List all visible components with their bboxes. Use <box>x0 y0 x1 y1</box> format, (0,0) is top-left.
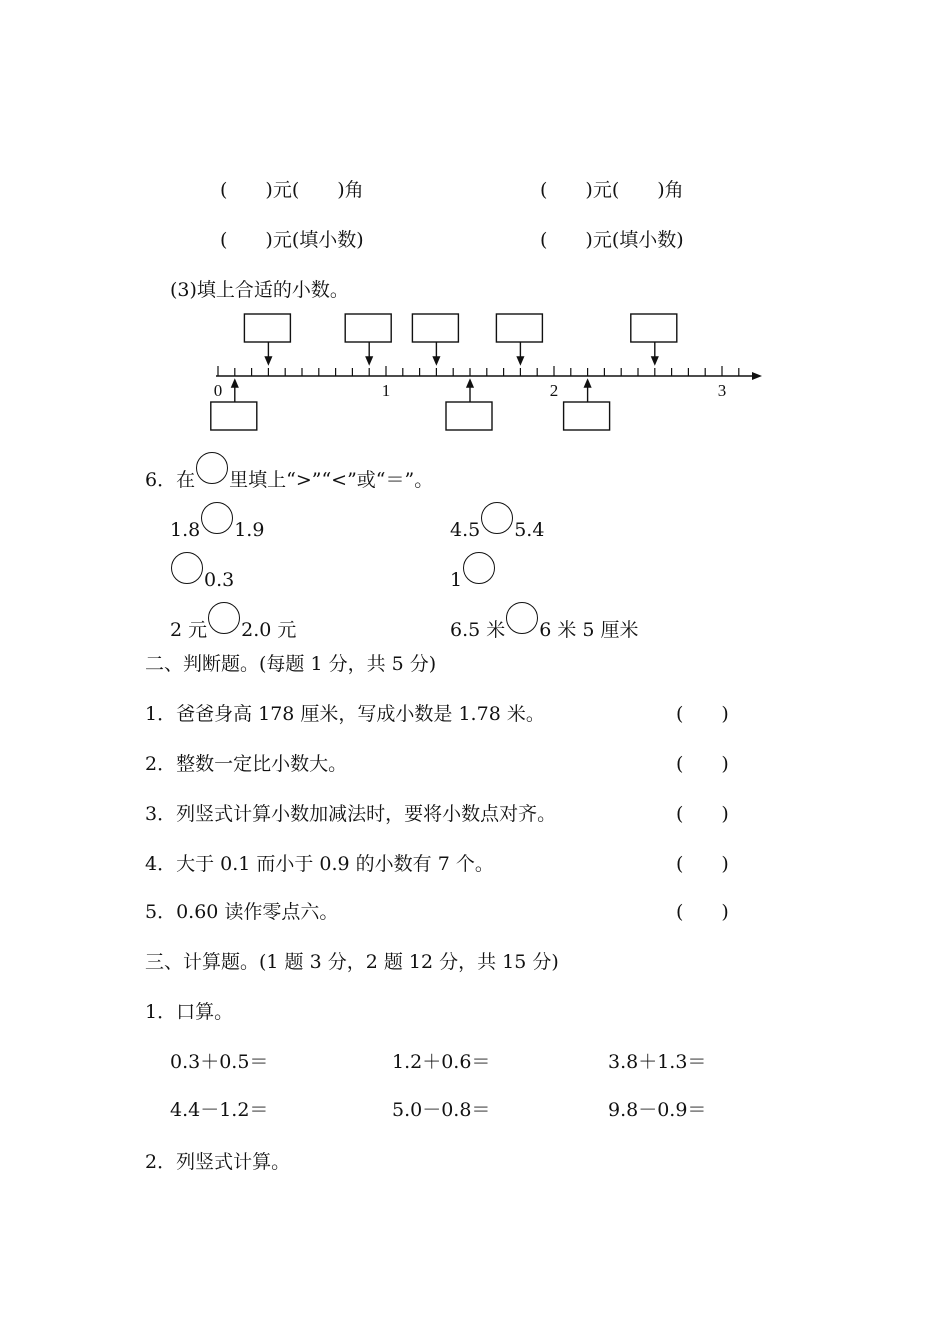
compare-item-6 <box>450 602 639 642</box>
money-blank-row2-right: ( )元(填小数) <box>540 229 684 251</box>
down-arrow-icon <box>517 357 523 364</box>
compare-item-3 <box>170 552 234 592</box>
answer-circle[interactable] <box>506 602 538 634</box>
compare-left: 1.8 <box>170 519 201 541</box>
answer-box <box>631 314 677 342</box>
up-arrow-icon <box>585 380 591 387</box>
money-blank-row1-right: ( )元( )角 <box>540 179 684 201</box>
compare-right: 5.4 <box>514 519 545 541</box>
calc-problem: 5.0－0.8＝ <box>392 1099 491 1121</box>
circle-icon <box>196 452 228 484</box>
money-blank-row2-left: ( )元(填小数) <box>220 229 364 251</box>
q6-prefix: 在 <box>176 469 196 491</box>
calc-problem: 3.8＋1.3＝ <box>608 1051 707 1073</box>
compare-right: 1.9 <box>234 519 265 541</box>
tf-question-2: 2．整数一定比小数大。 <box>145 753 348 775</box>
calc-problem: 4.4－1.2＝ <box>170 1099 269 1121</box>
answer-circle[interactable] <box>463 552 495 584</box>
calc-problem: 9.8－0.9＝ <box>608 1099 707 1121</box>
compare-left: 1 <box>450 569 463 591</box>
answer-circle[interactable] <box>201 502 233 534</box>
compare-left: 4.5 <box>450 519 481 541</box>
answer-box <box>446 402 492 430</box>
answer-box <box>564 402 610 430</box>
tick-label: 1 <box>381 381 391 400</box>
tick-label: 3 <box>717 381 727 400</box>
number-line-figure <box>200 310 770 435</box>
tf-question-5: 5．0.60 读作零点六。 <box>145 901 339 923</box>
compare-right: 0.3 <box>204 569 235 591</box>
answer-box <box>244 314 290 342</box>
answer-box <box>211 402 257 430</box>
tick-label: 2 <box>549 381 559 400</box>
section3-heading: 三、计算题。(1 题 3 分，2 题 12 分，共 15 分) <box>145 951 559 973</box>
number-line-arrowhead <box>752 372 762 380</box>
down-arrow-icon <box>652 357 658 364</box>
tf-question-1: 1．爸爸身高 178 厘米，写成小数是 1.78 米。 <box>145 703 545 725</box>
number-line-ticks <box>218 366 739 376</box>
answer-box <box>496 314 542 342</box>
tick-label: 0 <box>213 381 223 400</box>
compare-item-1 <box>170 502 264 542</box>
compare-item-5 <box>170 602 296 642</box>
down-arrow-icon <box>265 357 271 364</box>
compare-left: 2 元 <box>170 619 208 641</box>
tf-answer-blank-1[interactable]: ( ) <box>676 703 729 725</box>
answer-circle[interactable] <box>481 502 513 534</box>
compare-left: 6.5 米 <box>450 619 506 641</box>
calc-problem: 1.2＋0.6＝ <box>392 1051 491 1073</box>
answer-box <box>345 314 391 342</box>
tf-question-4: 4．大于 0.1 而小于 0.9 的小数有 7 个。 <box>145 853 494 875</box>
up-arrow-icon <box>232 380 238 387</box>
answer-box <box>412 314 458 342</box>
tf-answer-blank-5[interactable]: ( ) <box>676 901 729 923</box>
answer-circle[interactable] <box>208 602 240 634</box>
section2-heading: 二、判断题。(每题 1 分，共 5 分) <box>145 653 437 675</box>
up-arrow-icon <box>467 380 473 387</box>
compare-right: 6 米 5 厘米 <box>539 619 639 641</box>
money-blank-row1-left: ( )元( )角 <box>220 179 364 201</box>
answer-circle[interactable] <box>171 552 203 584</box>
compare-item-2 <box>450 502 544 542</box>
q6-suffix: 里填上“>”“<”或“＝”。 <box>229 469 434 491</box>
vertical-calc-label: 2．列竖式计算。 <box>145 1151 291 1173</box>
tf-answer-blank-3[interactable]: ( ) <box>676 803 729 825</box>
compare-item-4 <box>450 552 496 592</box>
calc-problem: 0.3＋0.5＝ <box>170 1051 269 1073</box>
oral-calc-label: 1．口算。 <box>145 1001 234 1023</box>
q6-instruction <box>145 452 433 492</box>
tf-question-3: 3．列竖式计算小数加减法时，要将小数点对齐。 <box>145 803 557 825</box>
tf-answer-blank-4[interactable]: ( ) <box>676 853 729 875</box>
q6-number: 6． <box>145 469 177 491</box>
compare-right: 2.0 元 <box>241 619 297 641</box>
number-line-heading: (3)填上合适的小数。 <box>170 279 349 301</box>
down-arrow-icon <box>366 357 372 364</box>
down-arrow-icon <box>433 357 439 364</box>
tf-answer-blank-2[interactable]: ( ) <box>676 753 729 775</box>
